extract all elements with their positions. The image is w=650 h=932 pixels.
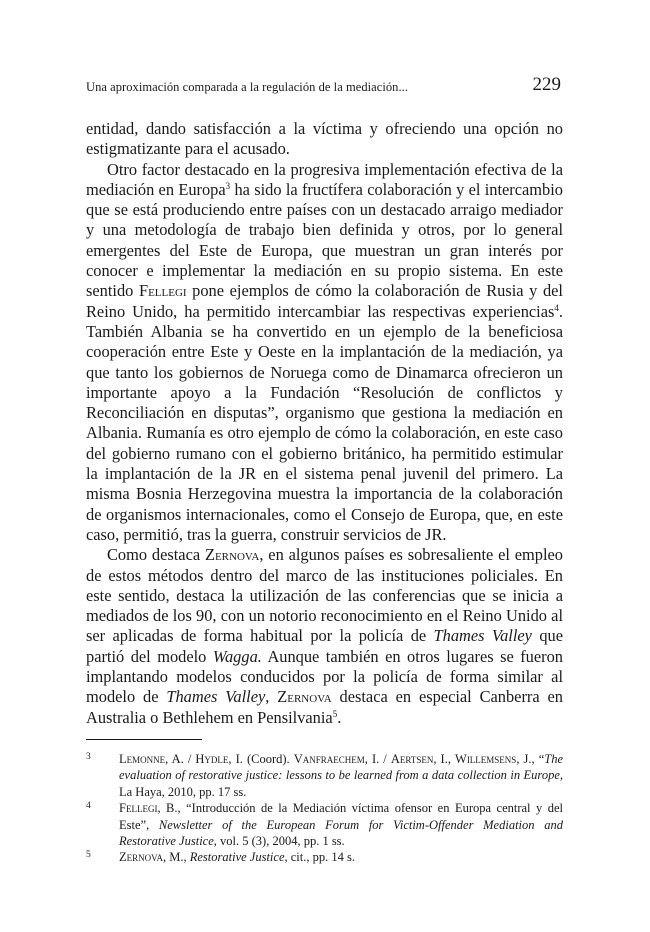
p3-italic-thames-valley: Thames Valley: [433, 626, 532, 646]
p3-italic-wagga: Wagga.: [212, 646, 262, 666]
fn-title: The evaluation of restorative justice: lessons to be learned from a data collection in Europe,: [119, 752, 563, 783]
fn-author: Aertsen: [390, 752, 434, 766]
footnote-ref-4[interactable]: 4: [554, 302, 559, 313]
p3-text-e: ,: [265, 687, 278, 707]
fn-text: , A. /: [165, 752, 196, 766]
fn-text: , vol. 5 (3), 2004, pp. 1 ss.: [213, 834, 345, 849]
p3-text-g: .: [337, 707, 342, 727]
fn-text: , B., “Introducción de la Mediación víctima ofensor en Europa central y del Este”,: [119, 801, 563, 832]
p2-text-b: ha sido la fructífera colaboración y el intercambio que se está produciendo entre países con un destacado arraigo mediador y una metodología de trabajo bien definida y otros, por lo general emergentes del Este de Europa, que muestran un gran interés por conocer e implementar la mediación en su propio sistema. En este sentido: [86, 179, 564, 301]
fn-author: Fellegi: [119, 801, 158, 816]
page-number: 229: [532, 74, 561, 95]
footnote-text: [119, 751, 563, 800]
footnotes: [86, 751, 563, 866]
running-title: Una aproximación comparada a la regulación de la mediación...: [86, 80, 409, 94]
footnote-text: [119, 800, 563, 849]
fn-author: Willemsens: [455, 752, 517, 766]
footnote-mark: 3: [86, 752, 91, 762]
fn-text: , I.,: [433, 752, 456, 766]
paragraph-3: [86, 545, 563, 728]
fn-text: , J., “: [516, 752, 545, 766]
p3-text-f: destaca en especial Canberra en Australia o Bethlehem en Pensilvania: [86, 687, 563, 727]
p3-text-c: que partió del modelo: [86, 626, 564, 666]
fn-text: , I. /: [364, 752, 391, 766]
fn-author: Lemonne: [119, 752, 166, 766]
footnote-5: [86, 849, 563, 865]
footnote-mark: 4: [86, 801, 91, 812]
footnote-4: [86, 800, 563, 849]
body-text: [86, 119, 563, 728]
fn-author: Vanfraechem: [293, 752, 365, 766]
footnote-text: [119, 849, 563, 865]
running-header: [86, 76, 563, 96]
author-zernova-2: Zernova: [277, 687, 332, 707]
p2-text-d: . También Albania se ha convertido en un ejemplo de la beneficiosa cooperación entre Este y Oeste en la implantación de la mediación, ya que tanto los gobiernos de Noruega como de Dinamarca ofrecieron un importante apoyo a la Fundación “Resolución de conflictos y Reconciliación en disputas”, organismo que gestiona la mediación en Albania. Rumanía es otro ejemplo de cómo la colaboración, en este caso del gobierno rumano con el gobierno británico, ha permitido estimular la implantación de la JR en el sistema penal juvenil del primero. La misma Bosnia Herzegovina muestra la importancia de la colaboración de organismos internacionales, como el Consejo de Europa, que, en este caso, permitió, tras la guerra, construir servicios de JR.: [86, 301, 563, 544]
paragraph-1-text: entidad, dando satisfacción a la víctima y ofreciendo una opción no estigmatizante para el acusado.: [86, 119, 563, 159]
fn-title: Newsletter of the European Forum for Victim-Offender Mediation and Restorative Justice: [119, 817, 563, 849]
author-fellegi: Fellegi: [138, 281, 187, 301]
footnote-3: [86, 751, 563, 800]
fn-text: , cit., pp. 14 s.: [284, 850, 355, 865]
fn-text: , I. (Coord).: [228, 752, 294, 766]
fn-text: La Haya, 2010, pp. 17 ss.: [119, 784, 247, 799]
footnote-divider: [86, 739, 202, 740]
fn-title: Restorative Justice: [189, 850, 285, 865]
fn-author: Zernova: [119, 850, 163, 865]
fn-author: Hydle: [195, 752, 229, 766]
paragraph-2: [86, 160, 563, 546]
p3-text-d: Aunque también en otros lugares se fueron implantando modelos conducidos por la policía de forma similar al modelo de: [86, 646, 563, 707]
author-zernova: Zernova: [204, 545, 260, 565]
paragraph-1: [86, 119, 563, 160]
p2-text-a: Otro factor destacado en la progresiva implementación efectiva de la mediación en Europa: [86, 159, 563, 199]
footnote-mark: 5: [86, 850, 91, 861]
footnote-ref-5[interactable]: 5: [332, 708, 338, 719]
p2-text-c: pone ejemplos de cómo la colaboración de Rusia y del Reino Unido, ha permitido intercambiar las respectivas experiencias: [86, 281, 563, 321]
footnote-ref-3[interactable]: 3: [225, 180, 231, 191]
p3-text-b: , en algunos países es sobresaliente el empleo de estos métodos dentro del marco de las instituciones policiales. En este sentido, destaca la utilización de las conferencias que se inicia a mediados de los 90, con un notorio reconocimiento en el Reino Unido al ser aplicadas de forma habitual por la policía de: [86, 545, 563, 646]
p3-italic-thames-valley-2: Thames Valley: [166, 687, 266, 707]
p3-text-a: Como destaca: [107, 545, 205, 565]
fn-text: , M.,: [162, 850, 190, 865]
